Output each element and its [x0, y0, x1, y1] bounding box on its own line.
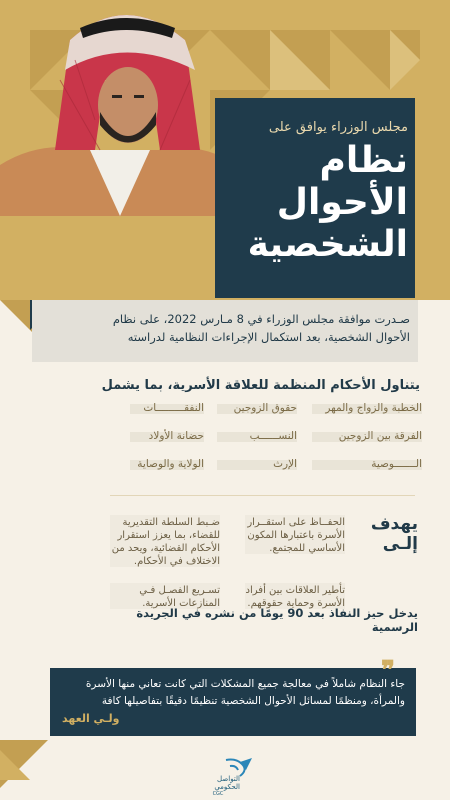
topic-item: النســــــب: [217, 430, 297, 444]
hero-title: [218, 140, 408, 266]
topic-item: حضانة الأولاد: [130, 430, 204, 444]
section-divider: [110, 495, 415, 496]
goal-item: الحفــاظ على استقــرار الأسرة باعتبارها المكون الأساسي للمجتمع.: [245, 516, 345, 555]
goals-heading-line-2: إلـى: [382, 534, 418, 554]
title-line-2: الأحوال: [276, 182, 408, 223]
topic-item: الولاية والوصاية: [130, 458, 204, 472]
decree-line-1: صـدرت موافقة مجلس الوزراء في 8 مـارس 2022، على نظام: [112, 312, 410, 326]
goal-item: تسـريع الفصـل فـي المنازعات الأسرية.: [110, 584, 220, 610]
quote-signature: ولـي العهد: [62, 712, 120, 725]
topic-item: الفرقة بين الزوجين: [312, 430, 422, 444]
portrait-illustration: [0, 0, 250, 216]
effective-date-note: يدخل حيز النفاذ بعد 90 يومًا من نشره في الجريدة الرسمية: [136, 606, 418, 634]
quote-mark-icon: ❞: [381, 656, 395, 686]
hero-subtitle: مجلس الوزراء يوافق على: [268, 120, 408, 135]
topic-item: حقوق الزوجين: [217, 402, 297, 416]
goal-item: تأطير العلاقات بين أفراد الأسرة وحماية حقوقهم.: [245, 585, 345, 609]
quote-text: جاء النظام شاملاً في معالجة جميع المشكلات التي كانت تعاني منها الأسرة والمرأة، ومنظمًا لمسائل الأحوال الشخصية تنظيمًا دقيقًا بتفاصيلها كافة: [85, 678, 405, 707]
goals-heading-line-1: يهدف: [370, 514, 418, 534]
goals-heading: [358, 514, 418, 554]
topics-heading: يتناول الأحكام المنظمة للعلاقة الأسرية، بما يشمل: [101, 378, 420, 393]
logo-abbr: CGC: [212, 791, 224, 797]
goal-item: ضـبط السلطة التقديرية للقضاء، بما يعزز استقرار الأحكام القضائية، ويحد من الاختلاف في الأحكام.: [111, 517, 220, 567]
logo-name: التواصل الحكومي: [214, 775, 240, 791]
hero-banner: [0, 0, 450, 300]
decree-line-2: الأحوال الشخصية، بعد استكمال الإجراءات النظامية لدراسته: [127, 330, 410, 344]
title-line-1: نظام: [319, 140, 408, 181]
decree-text: [70, 310, 410, 346]
title-line-3: الشخصية: [247, 224, 408, 265]
topic-item: الخطبة والزواج والمهر: [312, 402, 422, 416]
topic-item: الإرث: [217, 458, 297, 472]
topic-item: النفقـــــــــات: [130, 402, 204, 416]
topic-item: الـــــــوصية: [312, 458, 422, 472]
